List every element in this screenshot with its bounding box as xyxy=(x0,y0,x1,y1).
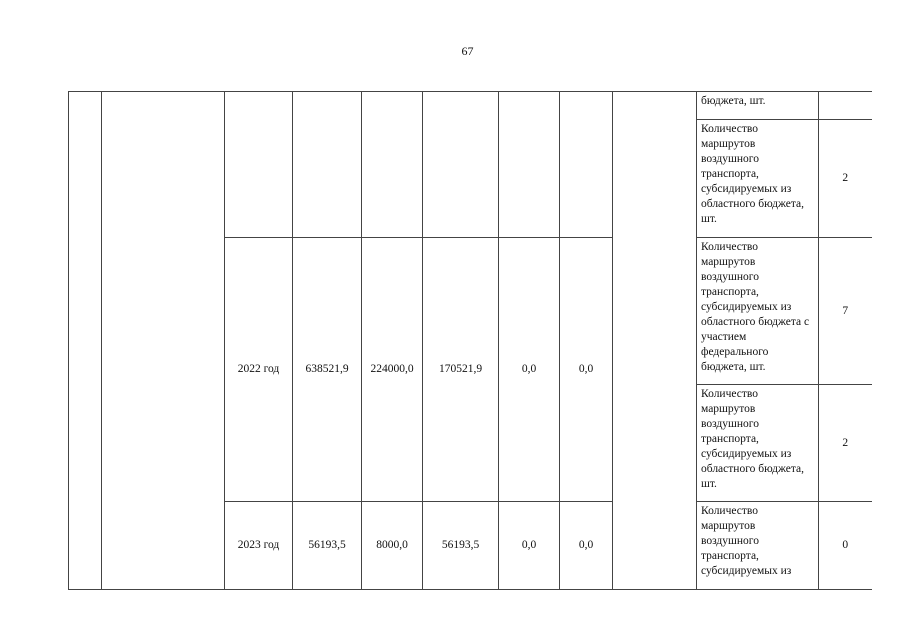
cell-col4: 0,0 xyxy=(499,502,560,590)
cell-col3: 56193,5 xyxy=(423,502,499,590)
cell-col2: 224000,0 xyxy=(362,238,423,502)
page-number: 67 xyxy=(461,44,474,58)
cell-total: 638521,9 xyxy=(293,238,362,502)
budget-table xyxy=(68,91,872,590)
indicator-text: Количество маршрутов воздушного транспорта, субсидируемых из областного бюджета, шт. xyxy=(697,120,819,238)
cell-col4: 0,0 xyxy=(499,238,560,502)
indicator-text: бюджета, шт. xyxy=(697,92,819,120)
cell-col5-empty xyxy=(560,92,613,238)
indicator-value: 0 xyxy=(819,502,872,590)
cell-total: 56193,5 xyxy=(293,502,362,590)
indicator-text: Количество маршрутов воздушного транспорта, субсидируемых из областного бюджета с участием федерального бюджета, шт. xyxy=(697,238,819,385)
indicator-text: Количество маршрутов воздушного транспорта, субсидируемых из xyxy=(697,502,819,590)
indicator-value: 7 xyxy=(819,238,872,385)
cell-event-name xyxy=(102,92,225,590)
cell-executor xyxy=(613,92,697,590)
cell-number xyxy=(69,92,102,590)
indicator-text: Количество маршрутов воздушного транспорта, субсидируемых из областного бюджета, шт. xyxy=(697,385,819,502)
cell-col5: 0,0 xyxy=(560,238,613,502)
indicator-value: 2 xyxy=(819,385,872,502)
cell-total-empty xyxy=(293,92,362,238)
cell-year: 2022 год xyxy=(225,238,293,502)
cell-col2-empty xyxy=(362,92,423,238)
cell-col3-empty xyxy=(423,92,499,238)
cell-col5: 0,0 xyxy=(560,502,613,590)
indicator-value xyxy=(819,92,872,120)
cell-year-empty xyxy=(225,92,293,238)
cell-col2: 8000,0 xyxy=(362,502,423,590)
cell-year: 2023 год xyxy=(225,502,293,590)
cell-col3: 170521,9 xyxy=(423,238,499,502)
indicator-value: 2 xyxy=(819,120,872,238)
cell-col4-empty xyxy=(499,92,560,238)
